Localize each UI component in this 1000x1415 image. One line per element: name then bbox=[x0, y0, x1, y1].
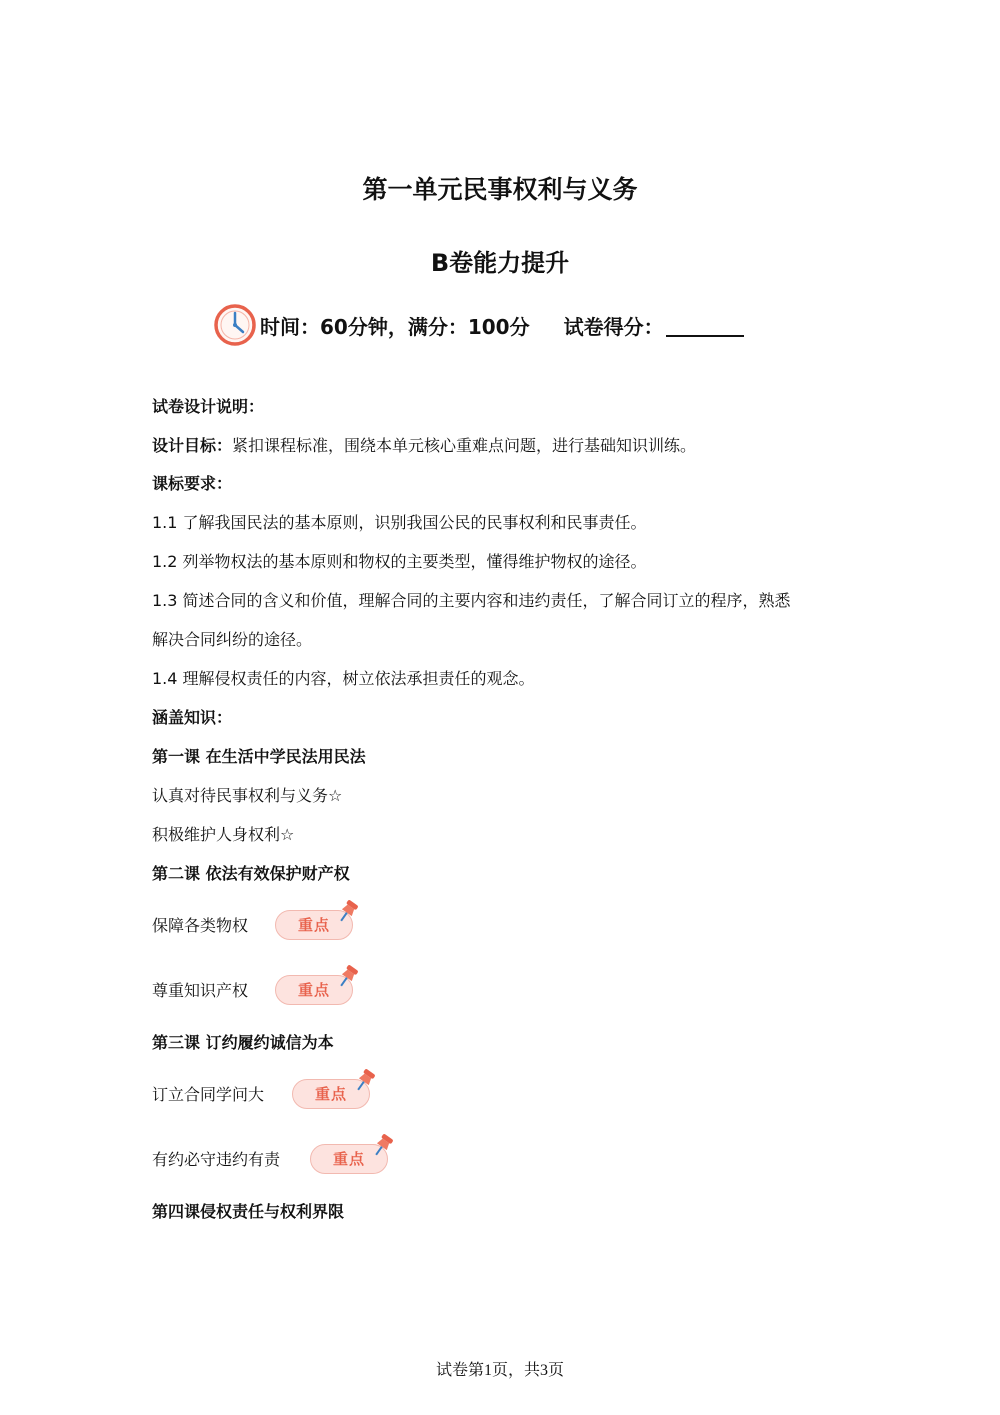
page-title: 第一单元民事权利与义务 bbox=[362, 175, 638, 204]
key-point-badge bbox=[275, 975, 353, 1005]
lesson-item: 保障各类物权 bbox=[152, 916, 249, 935]
page-footer: 试卷第1页，共3页 bbox=[435, 1362, 564, 1379]
exam-info-bar bbox=[212, 303, 744, 347]
lesson-item: 有约必守违约有责 bbox=[152, 1150, 281, 1169]
design-goal bbox=[152, 435, 696, 457]
goal-label: 设计目标： bbox=[152, 436, 233, 455]
clock-icon bbox=[212, 302, 258, 348]
score-label: 试卷得分： bbox=[563, 314, 664, 339]
pushpin-icon bbox=[371, 1133, 395, 1159]
badge-label: 重点 bbox=[297, 981, 330, 999]
lesson-item: 认真对待民事权利与义务☆ bbox=[152, 786, 343, 805]
pushpin-icon bbox=[336, 964, 360, 990]
lesson-title: 第三课 订约履约诚信为本 bbox=[152, 1033, 334, 1052]
requirement-item-continued: 解决合同纠纷的途径。 bbox=[152, 630, 313, 649]
key-point-badge bbox=[275, 910, 353, 940]
requirement-item: 1.4 理解侵权责任的内容，树立依法承担责任的观念。 bbox=[152, 669, 535, 688]
key-point-badge bbox=[310, 1144, 388, 1174]
lesson-item: 积极维护人身权利☆ bbox=[152, 825, 295, 844]
pushpin-icon bbox=[336, 899, 360, 925]
requirement-item: 1.1 了解我国民法的基本原则，识别我国公民的民事权利和民事责任。 bbox=[152, 513, 647, 532]
page-subtitle: B卷能力提升 bbox=[430, 249, 570, 277]
requirement-item: 1.2 列举物权法的基本原则和物权的主要类型，懂得维护物权的途径。 bbox=[152, 552, 647, 571]
score-blank bbox=[666, 313, 744, 337]
lesson-title: 第一课 在生活中学民法用民法 bbox=[152, 747, 366, 766]
goal-text: 紧扣课程标准，围绕本单元核心重难点问题，进行基础知识训练。 bbox=[232, 436, 697, 455]
lesson-item: 订立合同学问大 bbox=[152, 1085, 265, 1104]
pushpin-icon bbox=[353, 1068, 377, 1094]
key-point-badge bbox=[292, 1079, 370, 1109]
lesson-title: 第二课 依法有效保护财产权 bbox=[152, 864, 350, 883]
design-heading: 试卷设计说明： bbox=[152, 397, 265, 416]
requirement-item: 1.3 简述合同的含义和价值，理解合同的主要内容和违约责任，了解合同订立的程序，熟悉 bbox=[152, 591, 791, 610]
lesson-item: 尊重知识产权 bbox=[152, 981, 249, 1000]
exam-time-info: 时间：60分钟，满分：100分 bbox=[260, 314, 530, 339]
badge-label: 重点 bbox=[332, 1150, 365, 1168]
badge-label: 重点 bbox=[297, 916, 330, 934]
requirements-heading: 课标要求： bbox=[152, 474, 233, 493]
badge-label: 重点 bbox=[314, 1085, 347, 1103]
knowledge-heading: 涵盖知识： bbox=[152, 708, 233, 727]
lesson-title: 第四课侵权责任与权利界限 bbox=[152, 1202, 345, 1221]
